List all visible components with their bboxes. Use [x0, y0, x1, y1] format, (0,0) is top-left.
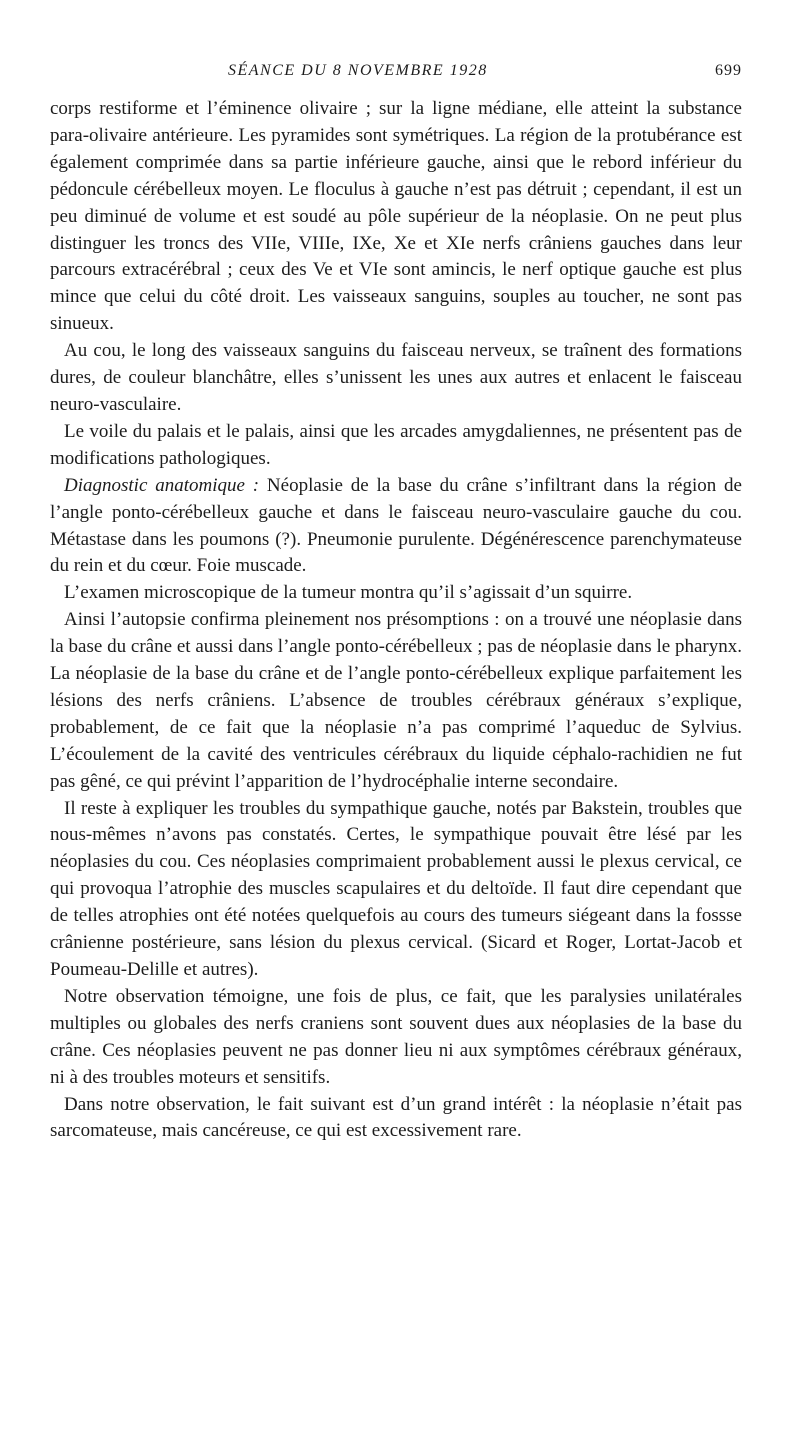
- running-header: [50, 62, 742, 80]
- paragraph-text: Il reste à expliquer les troubles du sympathique gauche, notés par Bakstein, troubles que nous-mêmes n’avons pas constatés. Certes, le sympathique pouvait être lésé par les néoplasies du cou. Ces néoplasies comprimaient probablement aussi le plexus cervical, ce qui provoqua l’atrophie des muscles scapulaires et du deltoïde. Il faut dire cependant que de telles atrophies ont été notées quelquefois au cours des tumeurs siégeant dans la fossse crânienne postérieure, sans lésion du plexus cervical. (Sicard et Roger, Lortat-Jacob et Poumeau-Delille et autres).: [50, 797, 742, 980]
- paragraph-text: Le voile du palais et le palais, ainsi que les arcades amygdaliennes, ne présentent pas de modifications pathologiques.: [50, 420, 742, 469]
- paragraph: [50, 796, 742, 984]
- paragraph: [50, 607, 742, 795]
- paragraph: [50, 473, 742, 581]
- paragraph: [50, 419, 742, 473]
- paragraph-text: L’examen microscopique de la tumeur montra qu’il s’agissait d’un squirre.: [64, 582, 633, 604]
- diagnosis-heading: Diagnostic anatomique :: [64, 474, 260, 496]
- running-title: SÉANCE DU 8 NOVEMBRE 1928: [228, 62, 488, 79]
- paragraph-text: Au cou, le long des vaisseaux sanguins du faisceau nerveux, se traînent des formations dures, de couleur blanchâtre, elles s’unissent les unes aux autres et enlacent le faisceau neuro-vasculaire.: [50, 340, 742, 415]
- paragraph-text: Dans notre observation, le fait suivant est d’un grand intérêt : la néoplasie n’était pas sarcomateuse, mais cancéreuse, ce qui est excessivement rare.: [50, 1093, 742, 1142]
- paragraph: [50, 96, 742, 338]
- paragraph: [50, 338, 742, 419]
- paragraph: [50, 984, 742, 1092]
- paragraph: [50, 580, 742, 607]
- paragraph-text: Ainsi l’autopsie confirma pleinement nos présomptions : on a trouvé une néoplasie dans la base du crâne et aussi dans l’angle ponto-cérébelleux ; pas de néoplasie dans le pharynx. La néoplasie de la base du crâne et de l’angle ponto-cérébelleux explique parfaitement les lésions des nerfs crâniens. L’absence de troubles cérébraux généraux s’explique, probablement, de ce fait que la néoplasie n’a pas comprimé l’aqueduc de Sylvius. L’écoulement de la cavité des ventricules cérébraux du liquide céphalo-rachidien ne fut pas gêné, ce qui prévint l’apparition de l’hydrocéphalie interne secondaire.: [50, 609, 742, 792]
- page-number: 699: [715, 62, 742, 79]
- paragraph: [50, 1092, 742, 1146]
- paragraph-text: Néoplasie de la base du crâne s’infiltrant dans la région de l’angle ponto-cérébelleux gauche et dans le faisceau neuro-vasculaire gauche du cou. Métastase dans les poumons (?). Pneumonie purulente. Dégénérescence parenchymateuse du rein et du cœur. Foie muscade.: [50, 474, 742, 577]
- paragraph-text: Notre observation témoigne, une fois de plus, ce fait, que les paralysies unilatérales multiples ou globales des nerfs craniens sont souvent dues aux néoplasies de la base du crâne. Ces néoplasies peuvent ne pas donner lieu ni aux symptômes cérébraux généraux, ni à des troubles moteurs et sensitifs.: [50, 985, 742, 1088]
- body-text: [50, 96, 742, 1145]
- paragraph-text: corps restiforme et l’éminence olivaire ; sur la ligne médiane, elle atteint la substance para-olivaire antérieure. Les pyramides sont symétriques. La région de la protubérance est également comprimée dans sa partie inférieure gauche, ainsi que le rebord inférieur du pédoncule cérébelleux moyen. Le floculus à gauche n’est pas détruit ; cependant, il est un peu diminué de volume et est soudé au pôle supérieur de la néoplasie. On ne peut plus distinguer les troncs des VIIe, VIIIe, IXe, Xe et XIe nerfs crâniens gauches dans leur parcours extracérébral ; ceux des Ve et VIe sont amincis, le nerf optique gauche est plus mince que celui du côté droit. Les vaisseaux sanguins, souples au toucher, ne sont pas sinueux.: [50, 98, 742, 335]
